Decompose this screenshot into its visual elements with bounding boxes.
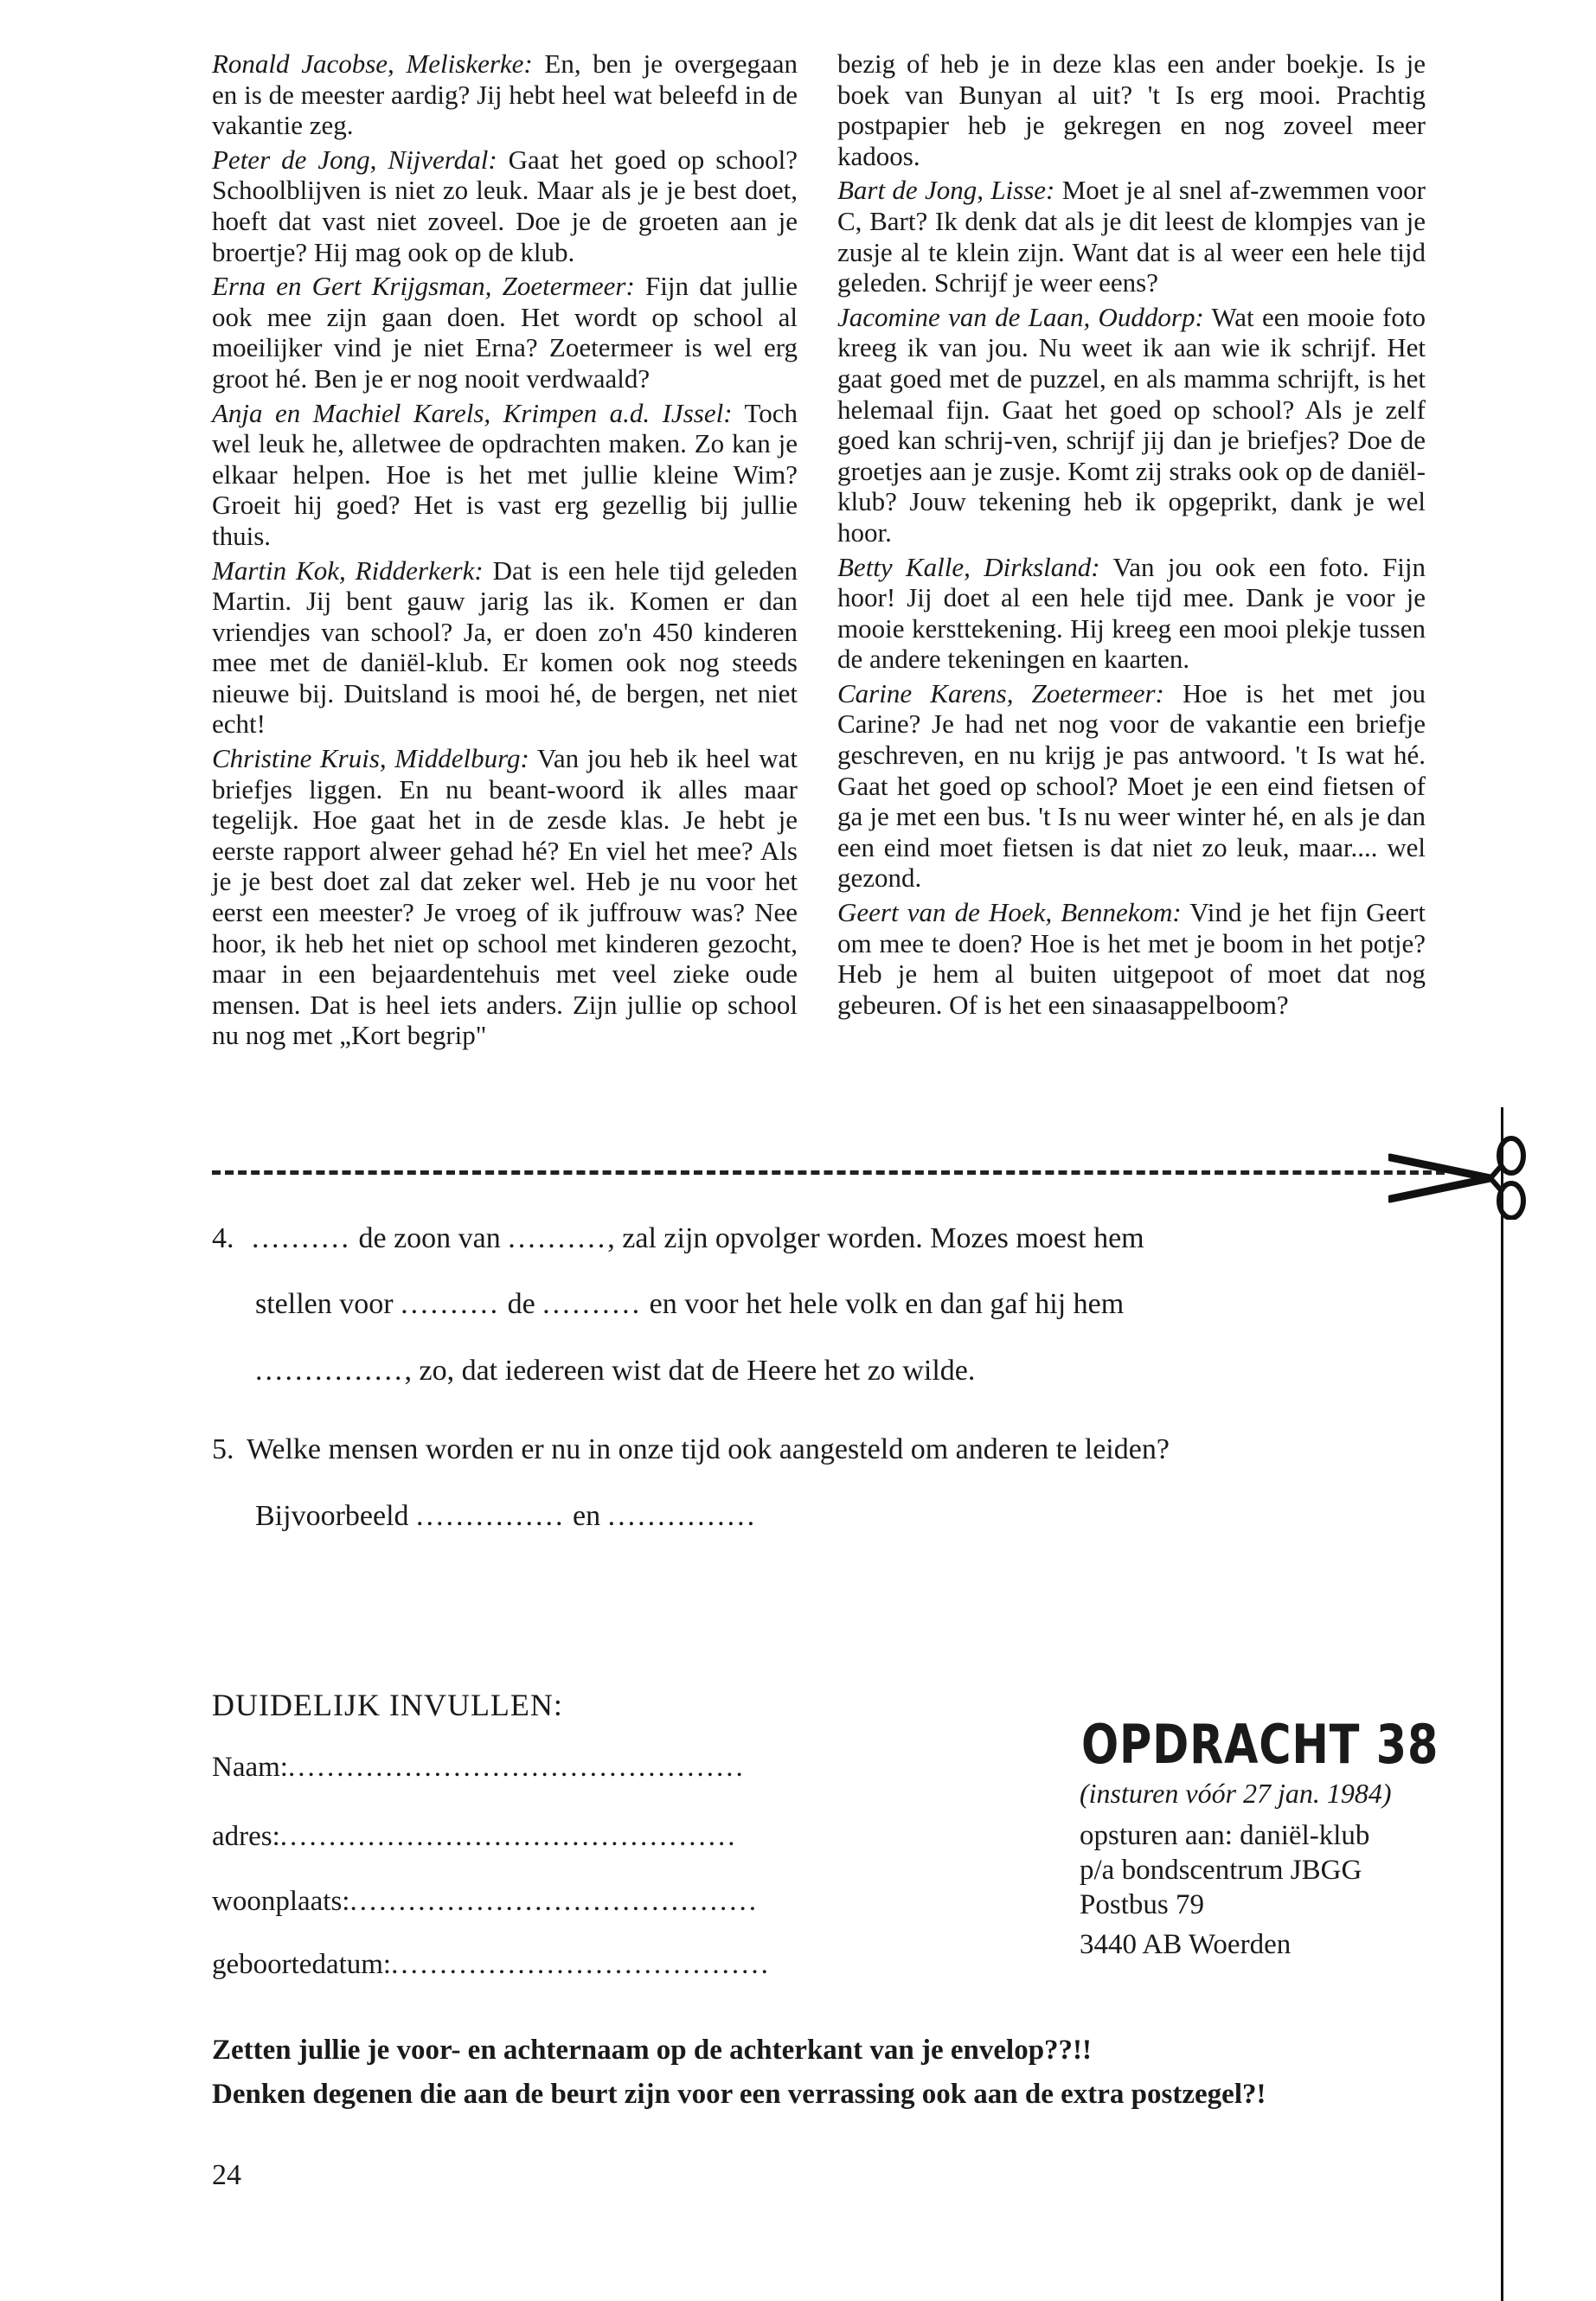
letter-recipient: Geert van de Hoek, Bennekom: — [837, 897, 1182, 928]
field-label: geboortedatum: — [212, 1949, 392, 1980]
letter-recipient: Peter de Jong, Nijverdal: — [212, 144, 497, 175]
page-number: 24 — [212, 2159, 241, 2191]
question-text: Welke mensen worden er nu in onze tijd ook aangesteld om anderen te leiden? — [247, 1433, 1170, 1465]
letter-text: Moet je al snel af-zwemmen voor C, Bart? Ik denk dat als je dit leest de klompjes van je zusje al te klein zijn. Want dat is al weer een hele tijd geleden. Schrijf je weer eens? — [837, 175, 1426, 298]
letter-recipient: Christine Kruis, Middelburg: — [212, 743, 529, 774]
question-number: 5. — [212, 1433, 234, 1465]
letter-text: Wat een mooie foto kreeg ik van jou. Nu weet ik aan wie ik schrijf. Het gaat goed met de puzzel, en als mamma schrijft, is het helemaal fijn. Gaat het goed op school? Als je zelf goed kan schrij-ven, schrijf jij dan je briefjes? Doe de groetjes aan je zusje. Komt zij straks ook op de daniël-klub? Jouw tekening heb ik opgeprikt, dank je wel hoor. — [837, 301, 1426, 548]
field-label: Naam: — [212, 1752, 288, 1783]
letter-entry — [212, 555, 798, 740]
answer-blank[interactable]: .......... — [542, 1288, 643, 1320]
adres-input[interactable]: ............................................... — [279, 1821, 738, 1852]
address-line: opsturen aan: daniël-klub — [1080, 1820, 1370, 1851]
letter-entry — [212, 271, 798, 394]
letters-left-column — [212, 48, 798, 1054]
letter-entry — [837, 897, 1426, 1020]
question-text: de zoon van — [351, 1222, 509, 1254]
letter-text: Van jou ook een foto. Fijn hoor! Jij doet al een hele tijd mee. Dank je voor je mooie kersttekening. Hij kreeg een mooi plekje tussen de andere tekeningen en kaarten. — [837, 551, 1426, 675]
letter-text: Vind je het fijn Geert om mee te doen? Hoe is het met je boom in het potje? Heb je hem al buiten uitgepoot of moet dat nog gebeuren. Of is het een sinaasappelboom? — [837, 897, 1426, 1020]
woonplaats-field — [212, 1886, 759, 1918]
letter-recipient: Jacomine van de Laan, Ouddorp: — [837, 301, 1204, 332]
letter-continuation — [837, 48, 1426, 171]
letter-text: Van jou heb ik heel wat briefjes liggen. En nu beant-woord ik alles maar tegelijk. Hoe gaat het in de zesde klas. Je hebt je eerste rapport alweer gehad hé? En viel het mee? Als je je best doet zal dat zeker wel. Heb je nu voor het eerst een meester? Je vroeg of ik juffrouw was? Nee hoor, ik heb het niet op school met kinderen gezocht, maar in een bejaardentehuis met veel zieke oude mensen. Dat is heel iets anders. Zijn jullie op school nu nog met „Kort begrip" — [212, 743, 798, 1051]
adres-field — [212, 1821, 738, 1853]
question-4-line-3 — [255, 1354, 975, 1388]
letter-text: Dat is een hele tijd geleden Martin. Jij bent gauw jarig las ik. Komen er dan vriendjes van school? Ja, er doen zo'n 450 kinderen mee met de daniël-klub. Er komen ook nog steeds nieuwe bij. Duitsland is mooi hé, de bergen, net niet echt! — [212, 554, 798, 740]
letter-recipient: Betty Kalle, Dirksland: — [837, 551, 1100, 582]
question-5-line-1 — [212, 1433, 1170, 1467]
letter-text: Hoe is het met jou Carine? Je had net nog voor de vakantie een briefje geschreven, en nu krijg je pas antwoord. 't Is wat hé. Gaat het goed op school? Moet je een eind fietsen of ga je met een bus. 't Is nu weer winter hé, en als je dan een eind moet fietsen is dat niet zo leuk, maar.... wel gezond. — [837, 677, 1426, 894]
letter-entry — [837, 678, 1426, 894]
letters-right-column — [837, 48, 1426, 1023]
question-4-line-1 — [212, 1221, 1144, 1256]
scissors-icon — [1388, 1133, 1527, 1220]
assignment-title: OPDRACHT 38 — [1081, 1713, 1439, 1776]
note-line-2: Denken degenen die aan de beurt zijn voor een verrassing ook aan de extra postzegel?! — [212, 2079, 1266, 2110]
question-text: stellen voor — [255, 1288, 401, 1320]
answer-blank[interactable]: .......... — [401, 1288, 501, 1320]
letter-text: Fijn dat jullie ook mee zijn gaan doen. Het wordt op school al moeilijker vind je niet Erna? Zoetermeer is wel erg groot hé. Ben je er nog nooit verdwaald? — [212, 271, 798, 394]
letter-entry — [212, 48, 798, 141]
letter-recipient: Bart de Jong, Lisse: — [837, 175, 1055, 206]
assignment-deadline: (insturen vóór 27 jan. 1984) — [1080, 1778, 1392, 1809]
question-number: 4. — [212, 1222, 234, 1254]
letter-text: Toch wel leuk he, alletwee de opdrachten maken. Zo kan je elkaar helpen. Hoe is het met jullie kleine Wim? Groeit hij goed? Het is vast erg gezellig bij jullie thuis. — [212, 397, 798, 551]
answer-blank[interactable]: .......... — [508, 1222, 608, 1254]
question-text: en voor het hele volk en dan gaf hij hem — [642, 1288, 1125, 1320]
cut-line — [212, 1170, 1445, 1175]
letter-text: Gaat het goed op school? Schoolblijven is niet zo leuk. Maar als je je best doet, hoeft dat vast niet zoveel. Doe je de groeten aan je broertje? Hij mag ook op de klub. — [212, 144, 798, 267]
address-line: Postbus 79 — [1080, 1889, 1204, 1920]
geboortedatum-input[interactable]: ....................................... — [391, 1949, 771, 1980]
address-line: 3440 AB Woerden — [1080, 1929, 1292, 1960]
note-line-1: Zetten jullie je voor- en achternaam op de achterkant van je envelop??!! — [212, 2035, 1093, 2066]
letter-entry — [837, 552, 1426, 675]
answer-blank[interactable]: .......... — [252, 1222, 351, 1254]
woonplaats-input[interactable]: .......................................... — [349, 1886, 759, 1917]
letter-text: En, ben je overgegaan en is de meester aardig? Jij hebt heel wat beleefd in de vakantie zeg. — [212, 48, 798, 141]
question-text: de — [500, 1288, 543, 1320]
question-text: , zal zijn opvolger worden. Mozes moest hem — [607, 1222, 1144, 1254]
letter-recipient: Erna en Gert Krijgsman, Zoetermeer: — [212, 271, 635, 302]
letter-text: bezig of heb je in deze klas een ander boekje. Is je boek van Bunyan al uit? 't Is erg mooi. Prachtig postpapier heb je gekregen en nog zoveel meer kadoos. — [837, 48, 1426, 171]
letter-entry — [212, 743, 798, 1051]
letter-recipient: Carine Karens, Zoetermeer: — [837, 677, 1164, 708]
address-line: p/a bondscentrum JBGG — [1080, 1855, 1362, 1886]
field-label: woonplaats: — [212, 1886, 350, 1917]
naam-field — [212, 1752, 746, 1784]
form-title: DUIDELIJK INVULLEN: — [212, 1688, 563, 1722]
letter-entry — [212, 398, 798, 552]
letter-entry — [212, 144, 798, 267]
answer-blank[interactable]: ............... — [255, 1355, 405, 1387]
question-5-line-2 — [255, 1499, 757, 1534]
letter-entry — [837, 302, 1426, 548]
question-text: Bijvoorbeeld — [255, 1500, 417, 1532]
geboortedatum-field — [212, 1949, 771, 1981]
naam-input[interactable]: ............................................... — [287, 1752, 746, 1783]
letter-entry — [837, 175, 1426, 298]
letter-recipient: Martin Kok, Ridderkerk: — [212, 554, 484, 586]
field-label: adres: — [212, 1821, 280, 1852]
page-edge-line — [1501, 1107, 1503, 2301]
letter-recipient: Ronald Jacobse, Meliskerke: — [212, 48, 533, 79]
question-4-line-2 — [255, 1287, 1124, 1322]
question-text: en — [565, 1500, 608, 1532]
letter-recipient: Anja en Machiel Karels, Krimpen a.d. IJssel: — [212, 397, 733, 428]
answer-blank[interactable]: ............... — [416, 1500, 566, 1532]
question-text: , zo, dat iedereen wist dat de Heere het zo wilde. — [404, 1355, 976, 1387]
answer-blank[interactable]: ............... — [607, 1500, 758, 1532]
